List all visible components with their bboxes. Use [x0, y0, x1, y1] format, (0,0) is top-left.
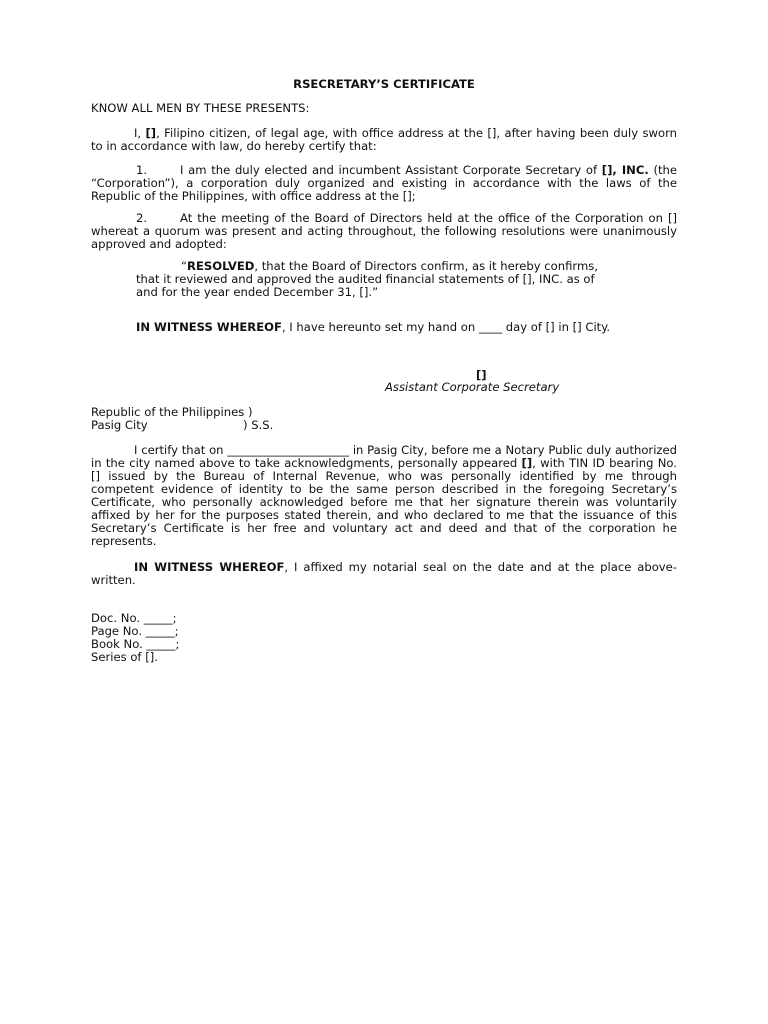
- registry-book-no: Book No. _____;: [91, 637, 180, 651]
- venue-city-row: [91, 419, 391, 432]
- notary-paragraph: [91, 444, 677, 548]
- witness-text-1: , I have hereunto set my hand on ____ day of [] in [] City.: [281, 320, 611, 334]
- registry-doc-no: Doc. No. _____;: [91, 611, 177, 625]
- company-name: [], INC.: [601, 163, 649, 177]
- document-title: RSECRETARY’S CERTIFICATE: [293, 77, 475, 91]
- item-2-text: At the meeting of the Board of Directors held at the office of the Corporation on [] whereat a quorum was present and acting throughout, the following resolutions were unanimously approved and adopted:: [91, 211, 677, 251]
- resolution-line-2: that it reviewed and approved the audited financial statements of [], INC. as of: [136, 272, 595, 286]
- intro-paragraph: [91, 127, 677, 153]
- item-2-paragraph: [91, 212, 677, 251]
- notary-text-pre: I certify that on _____________________ in Pasig City, before me a Notary Public duly authorized in the city named above to take acknowledgments, personally appeared: [91, 443, 677, 470]
- venue-city: Pasig City: [91, 418, 148, 432]
- item-2-number: 2.: [136, 211, 148, 225]
- affiant-name: []: [145, 126, 157, 140]
- item-1-pre: I am the duly elected and incumbent Assistant Corporate Secretary of: [180, 163, 602, 177]
- registry-series: Series of [].: [91, 650, 158, 664]
- signatory-title: Assistant Corporate Secretary: [385, 380, 560, 394]
- intro-post: , Filipino citizen, of legal age, with office address at the [], after having been duly sworn to in accordance with law, do hereby certify that:: [91, 126, 677, 153]
- resolution-block: [136, 260, 676, 299]
- item-1-paragraph: [91, 164, 677, 203]
- venue-ss: ) S.S.: [243, 418, 274, 432]
- appearer-name: []: [521, 456, 533, 470]
- registry-page-no: Page No. _____;: [91, 624, 179, 638]
- signatory-name: []: [476, 368, 487, 382]
- witness-clause-2: [91, 561, 677, 587]
- notary-text-post: , with TIN ID bearing No. [] issued by the Bureau of Internal Revenue, who was personally identified by me through competent evidence of identity to be the same person described in the foregoing Secretary’s Certificate, who personally acknowledged before me that her signature therein was voluntarily affixed by her for the purposes stated therein, and who declared to me that the issuance of this Secretary’s Certificate is her free and voluntary act and deed and that of the corporation he represents.: [91, 456, 677, 548]
- resolution-line-1-text: , that the Board of Directors confirm, as it hereby confirms,: [254, 259, 598, 273]
- witness-text-2: , I affixed my notarial seal on the date and at the place above-written.: [91, 560, 677, 587]
- item-1-post: (the “Corporation”), a corporation duly organized and existing in accordance with the laws of the Republic of the Philippines, with office address at the [];: [91, 163, 677, 203]
- open-quote: “: [181, 259, 188, 273]
- resolution-line-3: and for the year ended December 31, [].”: [136, 285, 379, 299]
- resolved-keyword: RESOLVED: [187, 259, 255, 273]
- witness-keyword-1: IN WITNESS WHEREOF: [136, 320, 282, 334]
- item-1-number: 1.: [136, 163, 148, 177]
- venue-country: Republic of the Philippines ): [91, 405, 253, 419]
- witness-keyword-2: IN WITNESS WHEREOF: [134, 560, 285, 574]
- intro-pre: I,: [134, 126, 146, 140]
- opening-line: KNOW ALL MEN BY THESE PRESENTS:: [91, 101, 310, 115]
- witness-clause-1: [136, 321, 610, 334]
